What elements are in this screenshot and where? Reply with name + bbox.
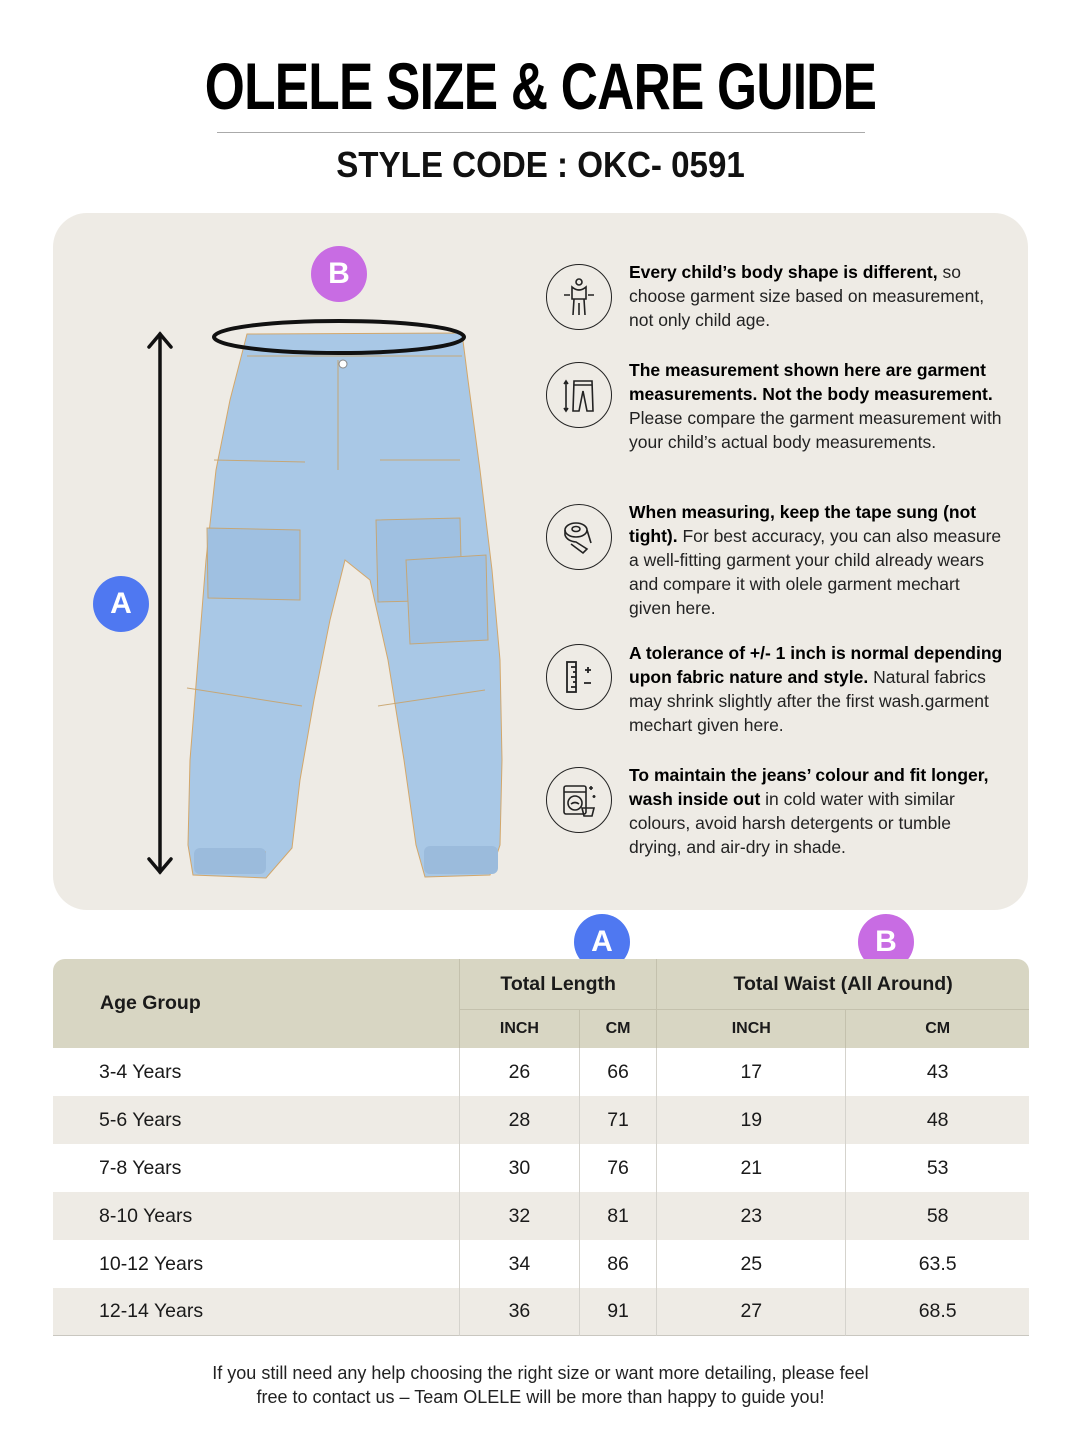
tip-body: Natural fabrics may shrink slightly after the first wash.garment mechart given here.	[629, 667, 989, 735]
age-cell: 7-8 Years	[53, 1144, 459, 1192]
age-cell: 3-4 Years	[53, 1048, 459, 1096]
length-inch-cell: 28	[459, 1096, 579, 1144]
age-group-header: Age Group	[53, 959, 459, 1048]
badge-a-length: A	[93, 576, 149, 632]
age-cell: 8-10 Years	[53, 1192, 459, 1240]
badge-b-waist: B	[311, 246, 367, 302]
length-inch-header: INCH	[459, 1009, 579, 1048]
table-row	[53, 1288, 1029, 1336]
page-title: OLELE SIZE & CARE GUIDE	[204, 49, 877, 123]
tip-bold: When measuring, keep the tape sung (not tight).	[629, 502, 977, 546]
waist-inch-cell: 25	[656, 1240, 845, 1288]
length-cm-cell: 66	[579, 1048, 656, 1096]
footer-line-2: free to contact us – Team OLELE will be more than happy to guide you!	[256, 1387, 825, 1407]
waist-cm-cell: 63.5	[845, 1240, 1029, 1288]
ruler-tolerance-icon	[546, 644, 612, 710]
waist-cm-cell: 43	[845, 1048, 1029, 1096]
length-cm-cell: 86	[579, 1240, 656, 1288]
waist-cm-cell: 53	[845, 1144, 1029, 1192]
table-row	[53, 1048, 1029, 1096]
waist-inch-cell: 27	[656, 1288, 845, 1336]
garment-length-icon	[546, 362, 612, 428]
waist-inch-cell: 19	[656, 1096, 845, 1144]
body-measure-icon	[546, 264, 612, 330]
total-length-header: Total Length	[459, 959, 656, 1009]
length-inch-cell: 30	[459, 1144, 579, 1192]
table-row	[53, 1240, 1029, 1288]
length-inch-cell: 32	[459, 1192, 579, 1240]
table-badge-b: B	[858, 914, 914, 970]
age-cell: 5-6 Years	[53, 1096, 459, 1144]
waist-inch-cell: 21	[656, 1144, 845, 1192]
length-cm-cell: 91	[579, 1288, 656, 1336]
tip-bold: To maintain the jeans’ colour and fit longer, wash inside out	[629, 765, 989, 809]
length-inch-cell: 36	[459, 1288, 579, 1336]
left-cuff	[194, 848, 266, 874]
jeans-diagram	[0, 0, 540, 910]
tip-body: For best accuracy, you can also measure a well-fitting garment your child already wears and compare it with olele garment mechart given here.	[629, 526, 1002, 618]
waist-cm-cell: 58	[845, 1192, 1029, 1240]
length-cm-cell: 76	[579, 1144, 656, 1192]
length-cm-cell: 71	[579, 1096, 656, 1144]
tip-body: Please compare the garment measurement with your child’s actual body measurements.	[629, 408, 1002, 452]
table-row	[53, 1096, 1029, 1144]
style-code: STYLE CODE : OKC- 0591	[336, 144, 745, 185]
measuring-tape-icon	[546, 504, 612, 570]
waist-inch-cell: 17	[656, 1048, 845, 1096]
table-row	[53, 1144, 1029, 1192]
footer-line-1: If you still need any help choosing the right size or want more detailing, please feel	[212, 1363, 869, 1383]
tip-body: so choose garment size based on measurement, not only child age.	[629, 262, 985, 330]
table-badge-a: A	[574, 914, 630, 970]
tip-bold: The measurement shown here are garment measurements. Not the body measurement.	[629, 360, 993, 404]
tip-body: in cold water with similar colours, avoid harsh detergents or tumble drying, and air-dry in shade.	[629, 789, 955, 857]
table-row	[53, 1192, 1029, 1240]
total-waist-header: Total Waist (All Around)	[656, 959, 1029, 1009]
washing-machine-icon	[546, 767, 612, 833]
waist-cm-header: CM	[845, 1009, 1029, 1048]
length-inch-cell: 26	[459, 1048, 579, 1096]
tip-bold: A tolerance of +/- 1 inch is normal depending upon fabric nature and style.	[629, 643, 1003, 687]
age-cell: 12-14 Years	[53, 1288, 459, 1336]
waist-inch-header: INCH	[656, 1009, 845, 1048]
right-cuff	[424, 846, 498, 874]
tip-bold: Every child’s body shape is different,	[629, 262, 938, 282]
length-cm-cell: 81	[579, 1192, 656, 1240]
length-arrow-icon	[149, 334, 171, 872]
waist-cm-cell: 48	[845, 1096, 1029, 1144]
waist-cm-cell: 68.5	[845, 1288, 1029, 1336]
length-cm-header: CM	[579, 1009, 656, 1048]
waist-inch-cell: 23	[656, 1192, 845, 1240]
age-cell: 10-12 Years	[53, 1240, 459, 1288]
size-chart-table	[53, 959, 1029, 1336]
help-footer	[0, 1361, 1081, 1409]
length-inch-cell: 34	[459, 1240, 579, 1288]
